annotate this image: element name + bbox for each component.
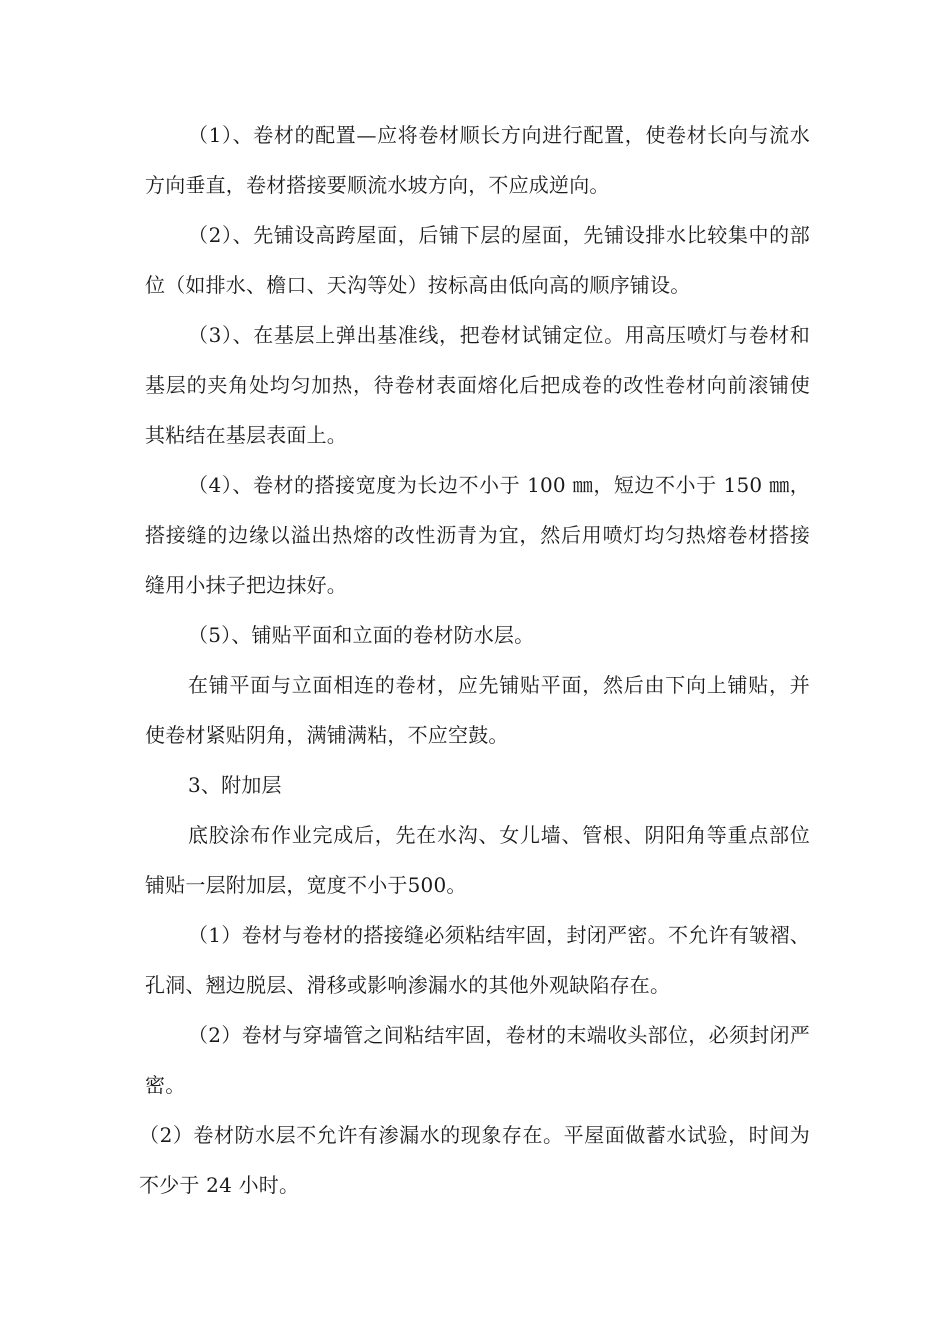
- paragraph-4: （4）、卷材的搭接宽度为长边不小于 100 ㎜，短边不小于 150 ㎜，搭接缝的边缘以溢出热熔的改性沥青为宜，然后用喷灯均匀热熔卷材搭接缝用小抹子把边抹好。: [145, 473, 810, 597]
- paragraph-10: （2）卷材与穿墙管之间粘结牢固，卷材的末端收头部位，必须封闭严密。: [145, 1023, 810, 1097]
- paragraph-3: （3）、在基层上弹出基准线，把卷材试铺定位。用高压喷灯与卷材和基层的夹角处均匀加热，待卷材表面熔化后把成卷的改性卷材向前滚铺使其粘结在基层表面上。: [145, 323, 810, 447]
- paragraph-6: 在铺平面与立面相连的卷材，应先铺贴平面，然后由下向上铺贴，并使卷材紧贴阴角，满铺满粘，不应空鼓。: [145, 673, 810, 747]
- section-heading: 3、附加层: [188, 773, 282, 797]
- paragraph-8: 底胶涂布作业完成后，先在水沟、女儿墙、管根、阴阳角等重点部位铺贴一层附加层，宽度不小于500。: [145, 823, 810, 897]
- document-page: [139, 110, 810, 1210]
- paragraph-11: （2）卷材防水层不允许有渗漏水的现象存在。平屋面做蓄水试验，时间为不少于 24 小时。: [139, 1123, 810, 1197]
- paragraph-2: （2）、先铺设高跨屋面，后铺下层的屋面，先铺设排水比较集中的部位（如排水、檐口、天沟等处）按标高由低向高的顺序铺设。: [145, 223, 810, 297]
- paragraph-1: （1）、卷材的配置—应将卷材顺长方向进行配置，使卷材长向与流水方向垂直，卷材搭接要顺流水坡方向，不应成逆向。: [145, 123, 810, 197]
- paragraph-5: （5）、铺贴平面和立面的卷材防水层。: [188, 623, 535, 647]
- paragraph-9: （1）卷材与卷材的搭接缝必须粘结牢固，封闭严密。不允许有皱褶、孔洞、翘边脱层、滑移或影响渗漏水的其他外观缺陷存在。: [145, 923, 810, 997]
